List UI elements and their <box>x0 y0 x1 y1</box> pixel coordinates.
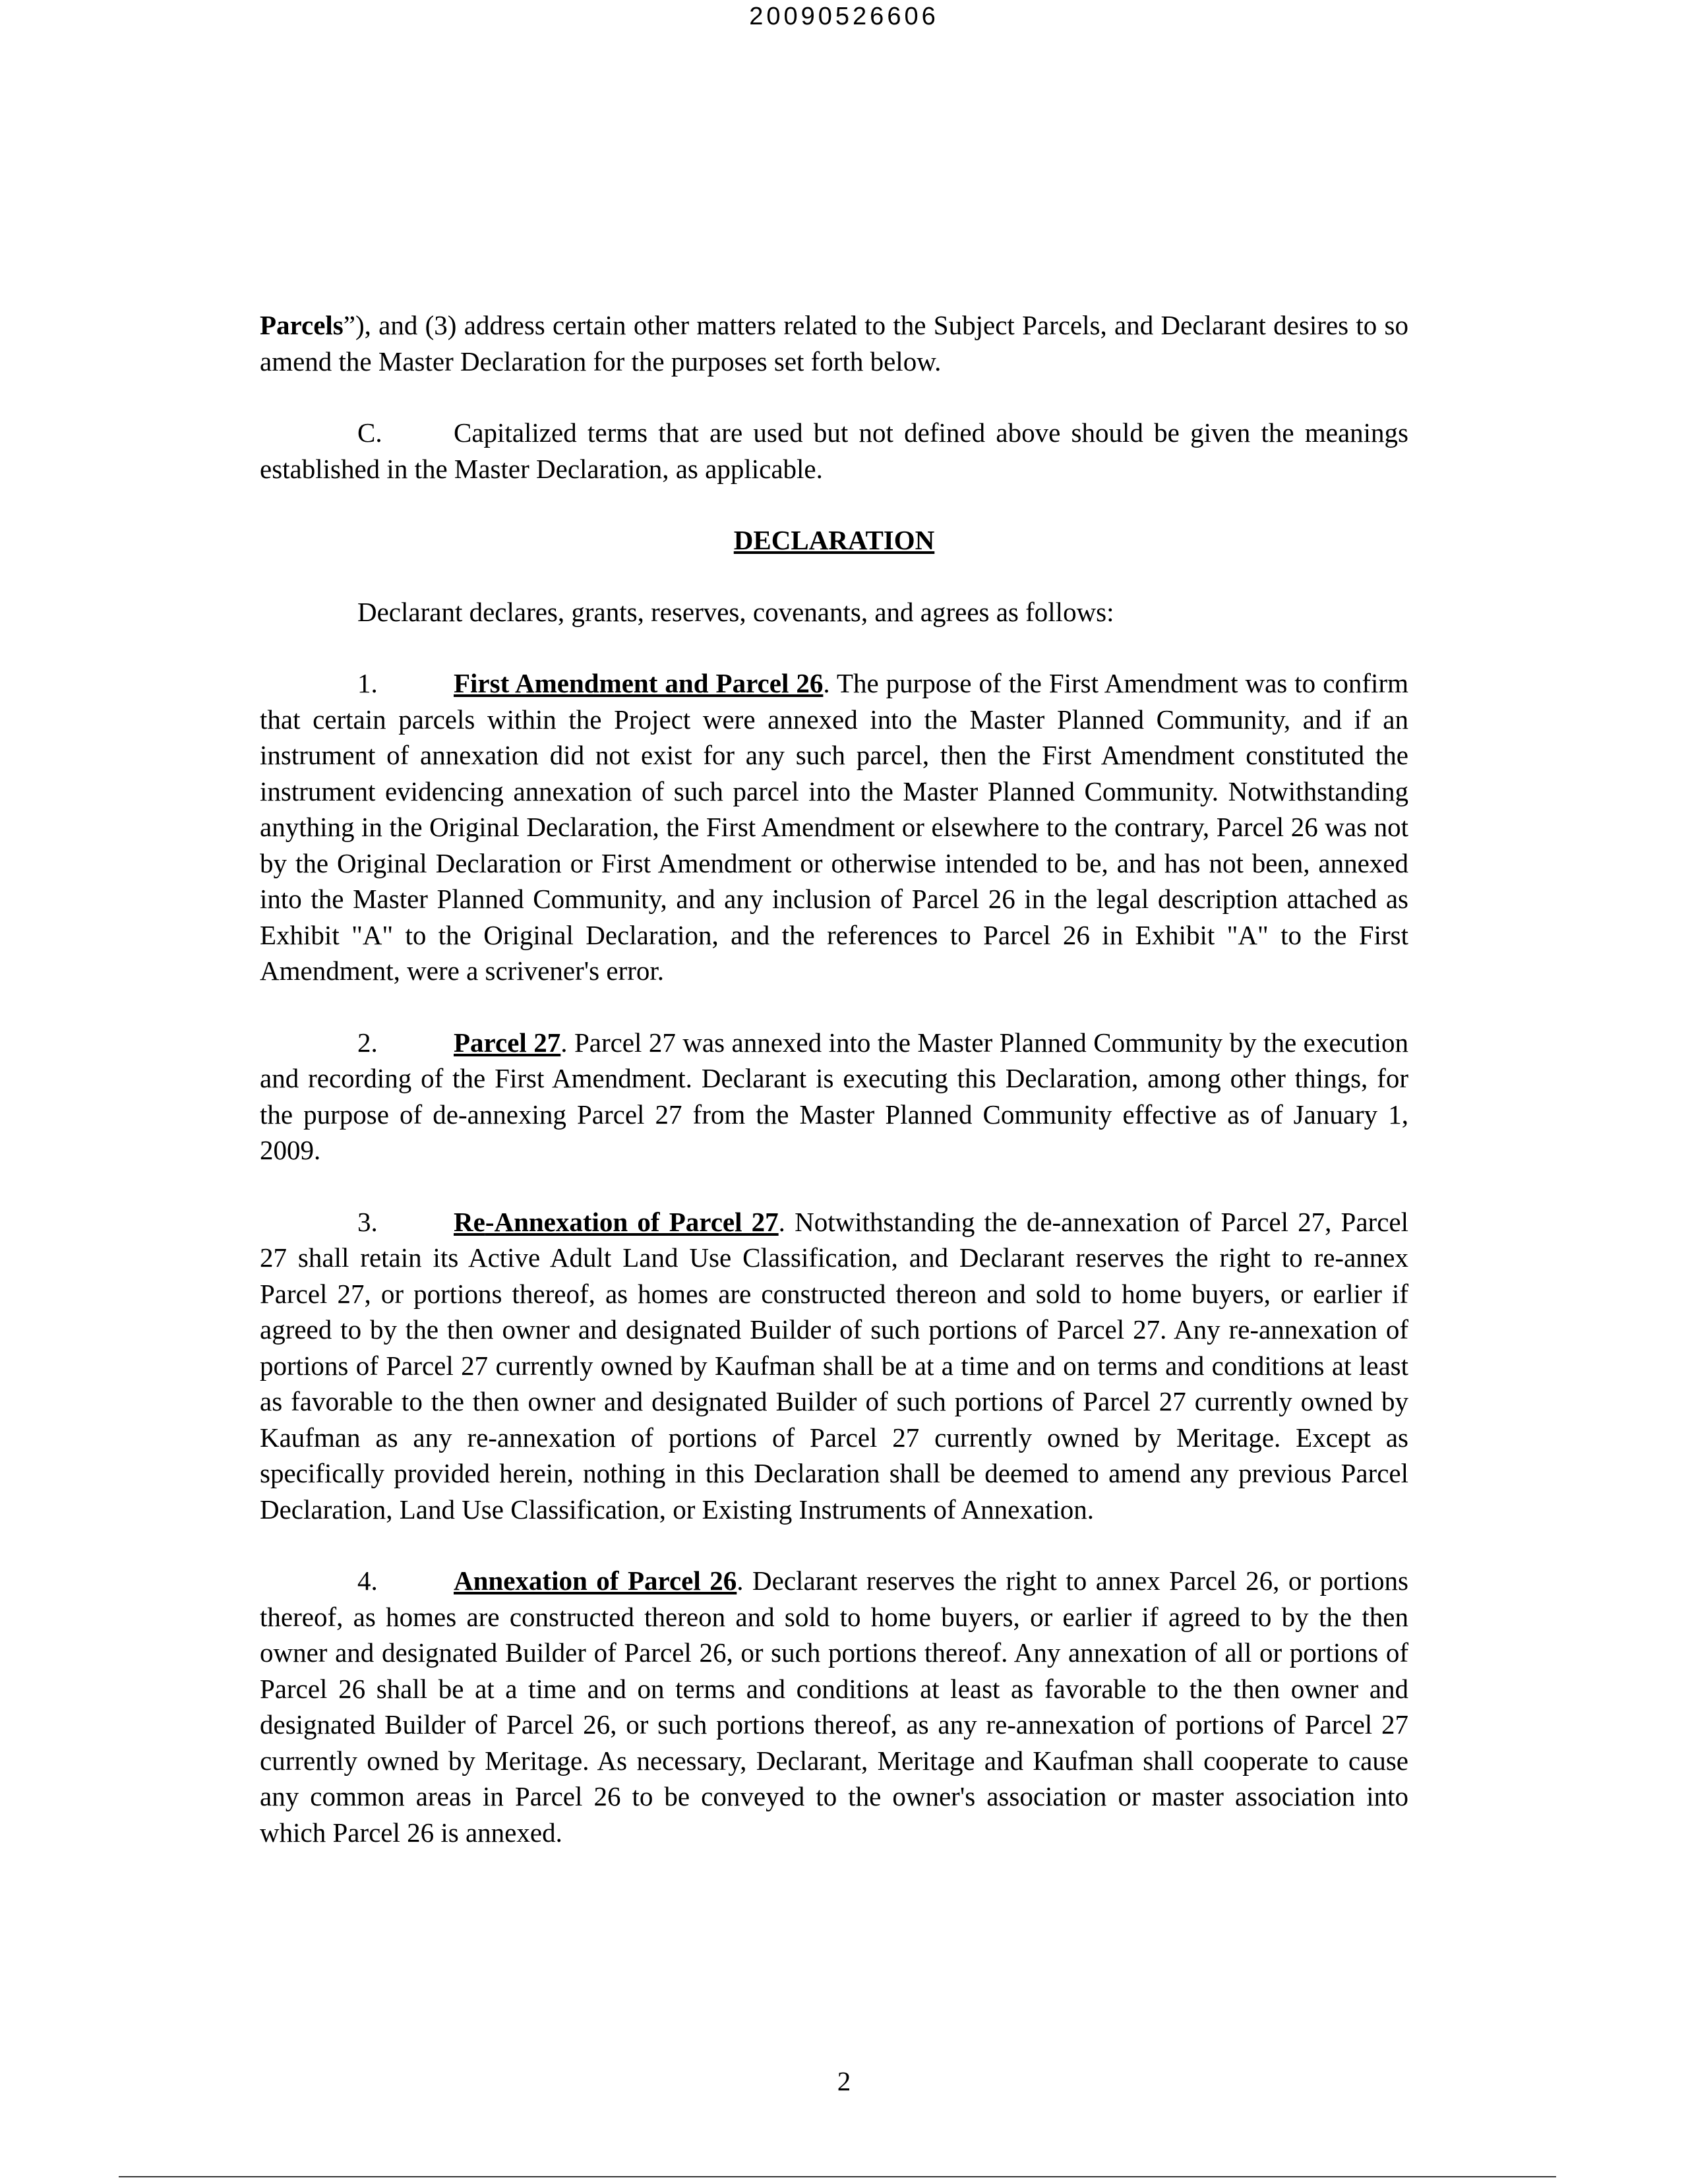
section-3-text: . Notwithstanding the de-annexation of Parcel 27, Parcel 27 shall retain its Active Adult Land Use Classification, and Declarant reserves the right to re-annex Parcel 27, or portions thereof, as homes are constructed thereon and sold to home buyers, or earlier if agreed to by the then owner and designated Builder of such portions of Parcel 27. Any re-annexation of portions of Parcel 27 currently owned by Kaufman shall be at a time and on terms and conditions at least as favorable to the then owner and designated Builder of such portions of Parcel 27 currently owned by Kaufman as any re-annexation of portions of Parcel 27 currently owned by Meritage. Except as specifically provided herein, nothing in this Declaration shall be deemed to amend any previous Parcel Declaration, Land Use Classification, or Existing Instruments of Annexation. <box>260 1206 1408 1525</box>
section-4 <box>260 1563 1408 1850</box>
section-1-text: . The purpose of the First Amendment was to confirm that certain parcels within the Project were annexed into the Master Planned Community, and if an instrument of annexation did not exist for any such parcel, then the First Amendment constituted the instrument evidencing annexation of such parcel into the Master Planned Community. Notwithstanding anything in the Original Declaration, the First Amendment or elsewhere to the contrary, Parcel 26 was not by the Original Declaration or First Amendment or otherwise intended to be, and has not been, annexed into the Master Planned Community, and any inclusion of Parcel 26 in the legal description attached as Exhibit "A" to the Original Declaration, and the references to Parcel 26 in Exhibit "A" to the First Amendment, were a scrivener's error. <box>260 668 1408 986</box>
section-1 <box>260 665 1408 989</box>
section-4-title: Annexation of Parcel 26 <box>454 1565 737 1596</box>
section-2-number: 2. <box>357 1027 378 1058</box>
recital-c-text: Capitalized terms that are used but not defined above should be given the meanings established in the Master Declaration, as applicable. <box>260 417 1408 484</box>
bottom-rule <box>119 2176 1556 2177</box>
section-4-number: 4. <box>357 1565 378 1596</box>
section-3-number: 3. <box>357 1206 378 1237</box>
recital-c-paragraph <box>260 415 1408 487</box>
recital-c-label: C. <box>357 417 382 448</box>
section-3 <box>260 1204 1408 1528</box>
document-number: 20090526606 <box>749 3 939 30</box>
section-3-title-rest: -Annexation of Parcel 27 <box>485 1206 779 1237</box>
section-2-text: . Parcel 27 was annexed into the Master Planned Community by the execution and recording of the First Amendment. Declarant is executing this Declaration, among other things, for the purpose of de-annexing Parcel 27 from the Master Planned Community effective as of January 1, 2009. <box>260 1027 1408 1165</box>
section-1-title: First Amendment and Parcel 26 <box>454 668 824 698</box>
document-body <box>260 307 1408 1850</box>
intro-text: ”), and (3) address certain other matters related to the Subject Parcels, and Declarant desires to so amend the Master Declaration for the purposes set forth below. <box>260 310 1408 377</box>
section-1-number: 1. <box>357 668 378 698</box>
page-number: 2 <box>837 2066 851 2096</box>
section-4-text: . Declarant reserves the right to annex Parcel 26, or portions thereof, as homes are constructed thereon and sold to home buyers, or earlier if agreed to by the then owner and designated Builder of Parcel 26, or such portions thereof. Any annexation of all or portions of Parcel 26 shall be at a time and on terms and conditions at least as favorable to the then owner and designated Builder of Parcel 26, or such portions thereof, as any re-annexation of portions of Parcel 27 currently owned by Meritage. As necessary, Declarant, Meritage and Kaufman shall cooperate to cause any common areas in Parcel 26 to be conveyed to the owner's association or master association into which Parcel 26 is annexed. <box>260 1565 1408 1848</box>
section-3-title-prefix: Re <box>454 1206 485 1237</box>
declaration-heading-wrap <box>260 522 1408 559</box>
intro-paragraph <box>260 307 1408 379</box>
declaration-heading: DECLARATION <box>733 525 935 555</box>
section-2-title: Parcel 27 <box>454 1027 561 1058</box>
declaration-intro: Declarant declares, grants, reserves, covenants, and agrees as follows: <box>357 596 1114 627</box>
section-2 <box>260 1025 1408 1168</box>
intro-bold-lead: Parcels <box>260 310 344 340</box>
